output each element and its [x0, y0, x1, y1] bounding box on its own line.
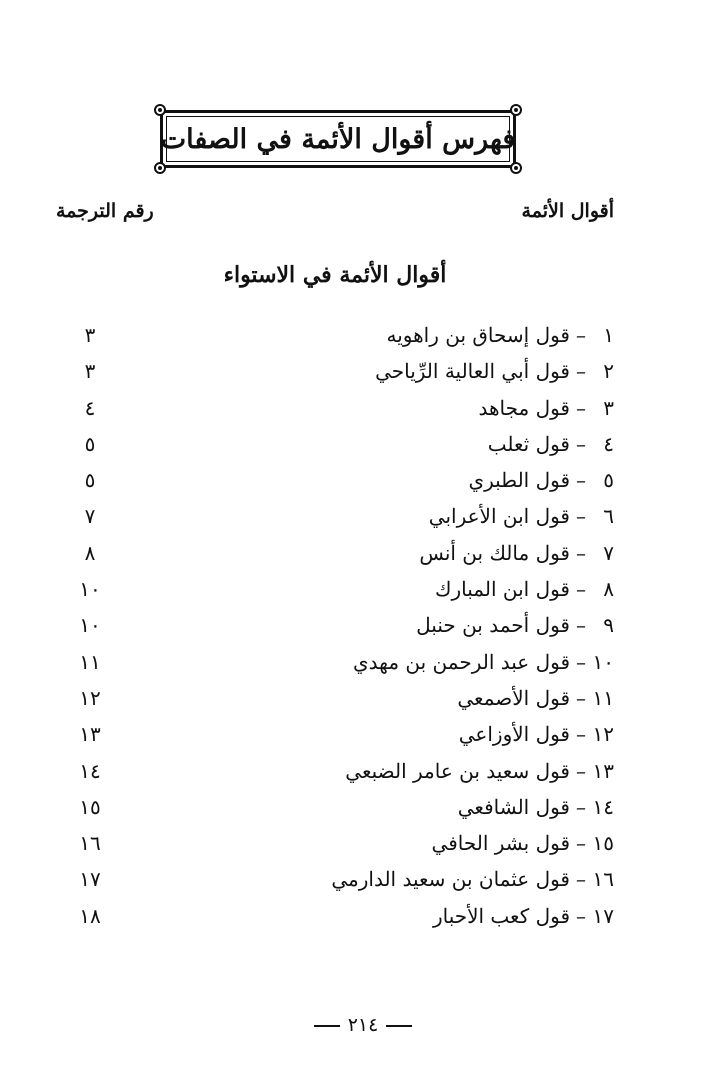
entry-text: قول عبد الرحمن بن مهدي	[352, 649, 570, 674]
list-item	[0, 536, 726, 572]
list-item	[0, 899, 726, 935]
list-item	[0, 463, 726, 499]
list-item	[0, 717, 726, 753]
entry-page-number: ١١	[79, 649, 101, 674]
entry-page-number: ٧	[84, 504, 96, 529]
entry-number: ١	[603, 323, 614, 347]
entry-dash: –	[576, 722, 586, 747]
entry-label	[416, 608, 614, 642]
entry-page-number: ١٨	[79, 903, 101, 928]
entry-dash: –	[576, 794, 586, 819]
footer-rule	[314, 1025, 340, 1027]
entry-number: ١٣	[592, 758, 614, 783]
entry-page-number: ١٧	[79, 867, 101, 892]
entry-dash: –	[576, 395, 586, 420]
entry-page-number: ١٤	[79, 758, 101, 783]
entry-text: قول مجاهد	[478, 395, 570, 420]
entry-label	[468, 463, 614, 497]
entry-page-number: ١٢	[79, 685, 101, 710]
entry-text: قول ابن الأعرابي	[428, 504, 570, 529]
entry-dash: –	[576, 431, 586, 456]
entry-label	[419, 536, 614, 570]
column-header-entry-number: رقم الترجمة	[56, 200, 154, 222]
entry-number: ٧	[603, 540, 614, 565]
entry-page-number: ١٦	[79, 831, 101, 856]
entry-dash: –	[576, 613, 586, 638]
page-title: فهرس أقوال الأئمة في الصفات	[160, 123, 516, 155]
entry-label	[433, 899, 614, 933]
entry-dash: –	[576, 359, 586, 384]
entry-label	[478, 391, 614, 425]
entry-dash: –	[576, 540, 586, 565]
entry-page-number: ١٠	[79, 613, 101, 638]
entry-number: ١٢	[592, 722, 614, 747]
list-item	[0, 608, 726, 644]
entry-dash: –	[576, 468, 586, 493]
entry-dash: –	[576, 685, 586, 710]
entry-label	[457, 681, 614, 715]
entry-label	[386, 318, 614, 352]
entry-label	[353, 645, 614, 679]
list-item	[0, 826, 726, 862]
entry-text: قول ثعلب	[487, 431, 570, 456]
entry-label	[345, 754, 614, 788]
list-item	[0, 572, 726, 608]
entry-dash: –	[576, 649, 586, 674]
entry-page-number: ٥	[84, 431, 96, 456]
list-item	[0, 427, 726, 463]
entry-text: قول مالك بن أنس	[419, 540, 570, 565]
list-item	[0, 645, 726, 681]
entry-text: قول سعيد بن عامر الضبعي	[345, 758, 570, 783]
entry-number: ١٤	[592, 794, 614, 819]
list-item	[0, 790, 726, 826]
entry-page-number: ٣	[84, 323, 96, 347]
entry-number: ٤	[603, 431, 614, 456]
entry-dash: –	[576, 758, 586, 783]
entry-label	[432, 826, 614, 860]
entry-text: قول أحمد بن حنبل	[416, 613, 570, 638]
entry-label	[331, 862, 614, 896]
entry-text: قول الأوزاعي	[458, 722, 570, 747]
entry-number: ٣	[603, 395, 614, 420]
entry-text: قول الطبري	[468, 468, 570, 493]
entry-number: ١٦	[592, 867, 614, 892]
entry-dash: –	[576, 903, 586, 928]
entry-label	[488, 427, 614, 461]
entry-text: قول بشر الحافي	[431, 831, 570, 856]
entry-label	[458, 790, 614, 824]
list-item	[0, 681, 726, 717]
title-frame	[160, 110, 516, 168]
entry-number: ٨	[603, 577, 614, 602]
entry-text: قول كعب الأحبار	[432, 903, 570, 928]
section-title: أقوال الأئمة في الاستواء	[223, 262, 447, 288]
entry-label	[375, 354, 614, 388]
page-number: ٢١٤	[347, 1014, 379, 1036]
entry-page-number: ١٠	[79, 577, 101, 602]
entry-text: قول إسحاق بن راهويه	[386, 323, 570, 347]
entry-dash: –	[576, 323, 586, 347]
entry-number: ٩	[603, 613, 614, 638]
entry-number: ٥	[603, 468, 614, 493]
entry-dash: –	[576, 504, 586, 529]
column-header-sayings: أقوال الأئمة	[521, 200, 614, 222]
entry-page-number: ١٣	[79, 722, 101, 747]
list-item	[0, 354, 726, 390]
list-item	[0, 391, 726, 427]
entry-number: ٢	[603, 359, 614, 384]
index-list	[0, 318, 726, 935]
entry-page-number: ٣	[84, 359, 96, 384]
entry-number: ٦	[603, 504, 614, 529]
footer-rule	[386, 1025, 412, 1027]
page-footer	[0, 1014, 726, 1036]
list-item	[0, 862, 726, 898]
entry-label	[435, 572, 614, 606]
entry-number: ١٧	[592, 903, 614, 928]
entry-dash: –	[576, 577, 586, 602]
entry-page-number: ٤	[84, 395, 96, 420]
entry-text: قول الأصمعي	[457, 685, 570, 710]
list-item	[0, 754, 726, 790]
entry-text: قول الشافعي	[457, 794, 570, 819]
entry-text: قول عثمان بن سعيد الدارمي	[331, 867, 570, 892]
list-item	[0, 499, 726, 535]
entry-page-number: ٥	[84, 468, 96, 493]
list-item	[0, 318, 726, 354]
entry-label	[429, 499, 614, 533]
entry-text: قول ابن المبارك	[435, 577, 570, 602]
entry-number: ١١	[592, 685, 614, 710]
entry-number: ١٠	[592, 649, 614, 674]
entry-dash: –	[576, 831, 586, 856]
entry-page-number: ١٥	[79, 794, 101, 819]
entry-dash: –	[576, 867, 586, 892]
entry-page-number: ٨	[84, 540, 96, 565]
entry-text: قول أبي العالية الرِّياحي	[375, 359, 570, 384]
entry-label	[459, 717, 614, 751]
entry-number: ١٥	[592, 831, 614, 856]
